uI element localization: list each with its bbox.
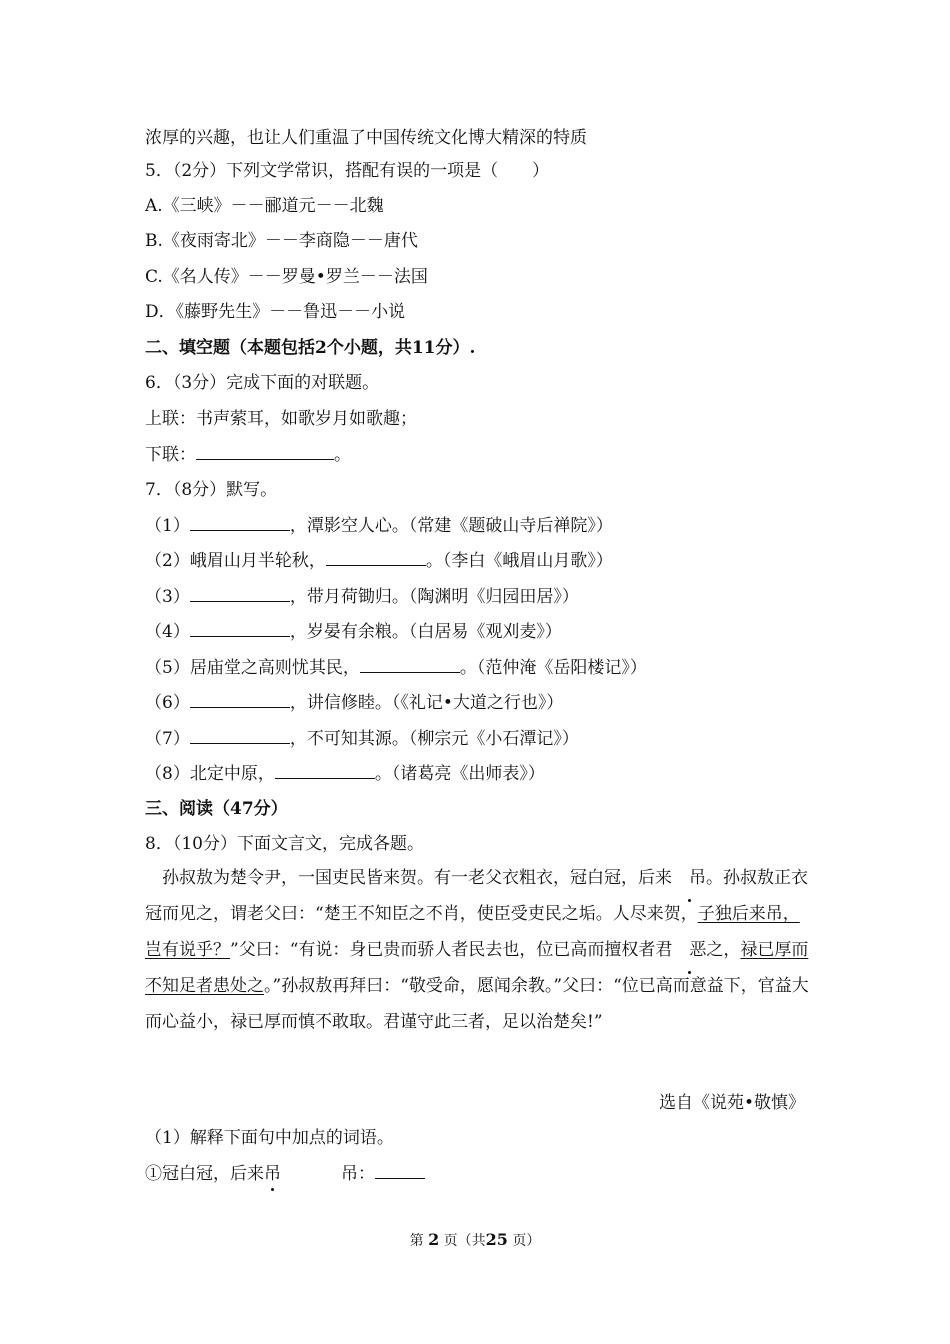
q5-option-c: C.《名人传》－－罗曼•罗兰－－法国 [145,267,428,287]
q6-lower-label: 下联： [145,445,196,465]
q8-stem: 8．（10分）下面文言文，完成各题。 [145,834,424,854]
section3-title: 三、阅读（47分） [145,799,288,819]
q7-item-suffix: 。（诸葛亮《出师表》） [374,764,545,784]
q7-item-6 [145,691,563,714]
page-footer [0,1230,950,1250]
q5-option-b: B.《夜雨寄北》－－李商隐－－唐代 [145,231,418,251]
q7-item-4 [145,620,562,643]
q7-answer-blank[interactable] [190,514,290,531]
q7-item-suffix: ，潭影空人心。（常建《题破山寺后禅院》） [289,516,613,536]
q7-answer-blank[interactable] [190,620,290,637]
q6-stem: 6．（3分）完成下面的对联题。 [145,373,380,393]
intro-line: 浓厚的兴趣，也让人们重温了中国传统文化博大精深的特质 [145,128,587,148]
q6-lower-end: 。 [334,445,351,465]
classical-passage [145,860,810,1040]
q6-upper-couplet: 上联：书声萦耳，如歌岁月如歌趣； [145,409,417,429]
footer-text: 页（共 [443,1233,486,1249]
dotted-word: 吊 [672,860,706,896]
q7-answer-blank[interactable] [275,762,375,779]
q7-item-2 [145,549,613,572]
q7-item-prefix: （7） [145,729,190,749]
q7-item-suffix: ，带月荷锄归。（陶渊明《归园田居》） [289,587,579,607]
passage-text: ”父曰：“有说：身已贵而骄人者民去也，位已高而擅权者君 [230,940,673,960]
q7-item-1 [145,514,613,537]
q7-item-suffix: ，岁晏有余粮。（白居易《观刈麦》） [289,622,562,642]
q7-item-suffix: ，讲信修睦。（《礼记•大道之行也》） [289,693,564,713]
dotted-word: 吊 [264,1164,281,1184]
q7-answer-blank[interactable] [326,549,426,566]
q8-sub1-item [145,1162,425,1185]
q5-option-a: A.《三峡》－－郦道元－－北魏 [145,196,384,216]
underlined-sentence: 子独后来吊，岂有说乎？ [145,904,800,960]
q7-item-prefix: （6） [145,693,190,713]
passage-source: 选自《说苑•敬慎》 [658,1093,805,1113]
q5-option-d: D．《藤野先生》－－鲁迅－－小说 [145,302,406,322]
sub1-answer-blank[interactable] [375,1162,425,1179]
q7-answer-blank[interactable] [190,691,290,708]
q7-item-suffix: 。（李白《峨眉山月歌》） [425,551,613,571]
underlined-sentence: 禄已厚而不知足者患处之 [145,940,809,996]
q6-lower-couplet [145,443,351,466]
q7-item-8 [145,762,545,785]
q7-answer-blank[interactable] [190,585,290,602]
footer-text: 第 [409,1233,424,1249]
total-page-count: 25 [485,1230,508,1249]
q7-stem: 7．（8分）默写。 [145,480,278,500]
current-page-number: 2 [428,1230,440,1249]
footer-text: 页） [512,1233,541,1249]
passage-text: 。孙叔敖正衣冠而见之，谓老父曰：“楚王不知臣之不肖，使臣受吏民之垢。人尽来贺， [145,868,808,924]
sub1-label: 吊： [341,1164,375,1184]
passage-text: 之， [706,940,741,960]
dotted-word: 恶 [672,932,706,968]
q7-item-suffix: ，不可知其源。（柳宗元《小石潭记》） [289,729,579,749]
q6-answer-blank[interactable] [196,443,334,460]
q7-item-prefix: （8）北定中原， [145,764,275,784]
section2-title: 二、填空题（本题包括2个小题，共11分）. [145,338,476,358]
q5-stem: 5．（2分）下列文学常识，搭配有误的一项是（ ） [145,161,550,181]
q7-answer-blank[interactable] [190,727,290,744]
q7-item-3 [145,585,579,608]
q7-item-prefix: （4） [145,622,190,642]
passage-text: 。”孙叔敖再拜曰：“敬受命，愿闻余教。”父曰：“位已高而意益下，官益大而心益小，禄已厚而慎不敢取。君谨守此三者，足以治楚矣!” [145,976,809,1032]
sub1-text: ①冠白冠，后来 [145,1164,264,1184]
q7-item-suffix: 。（范仲淹《岳阳楼记》） [459,658,647,678]
q7-answer-blank[interactable] [360,656,460,673]
q7-item-prefix: （2）峨眉山月半轮秋， [145,551,326,571]
q7-item-5 [145,656,647,679]
q7-item-prefix: （3） [145,587,190,607]
q7-item-prefix: （5）居庙堂之高则忧其民， [145,658,360,678]
passage-text: 孙叔敖为楚令尹，一国吏民皆来贺。有一老父衣粗衣，冠白冠，后来 [162,868,672,888]
q8-sub1-stem: （1）解释下面句中加点的词语。 [145,1128,394,1148]
q7-item-prefix: （1） [145,516,190,536]
q7-item-7 [145,727,579,750]
